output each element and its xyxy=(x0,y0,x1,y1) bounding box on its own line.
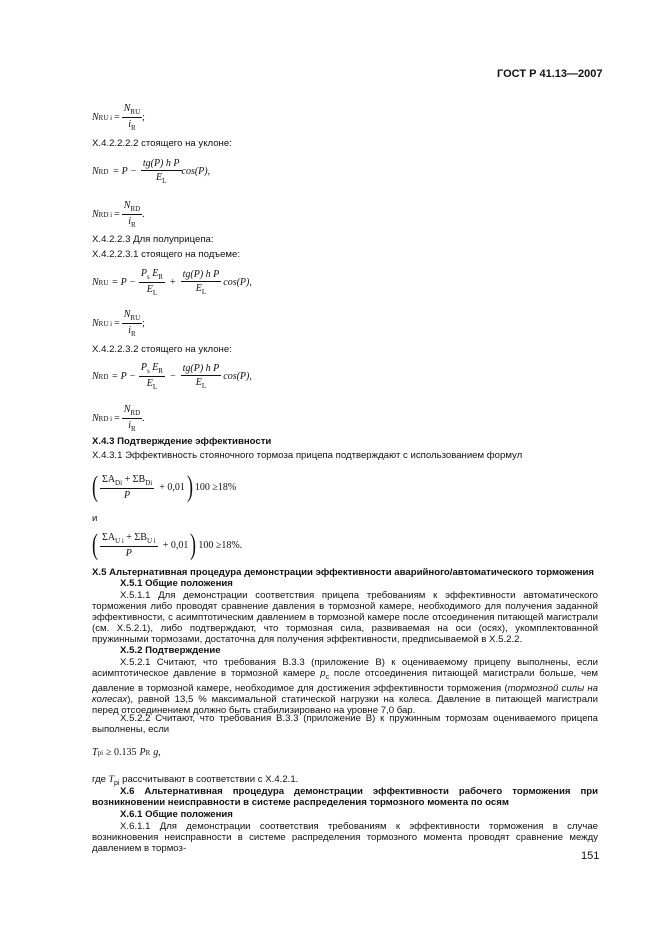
formula-nru-semitrailer: N RU = P − $\frac{P_s E_R}{E_L}$ + $\frac{\text{tg(P) h P}}{E_L}$ cos(P), xyxy=(92,268,252,297)
formula-nrd: N RD = P − $\frac{\text{tg(P) h P}}{E_L}$ cos(P), xyxy=(92,158,211,185)
clause-x431: X.4.3.1 Эффективность стояночного тормоза прицепа подтверждают с использованием формул xyxy=(92,450,523,461)
clause-x42231: X.4.2.2.3.1 стоящего на подъеме: xyxy=(92,249,241,260)
clause-x522: X.5.2.2 Считают, что требования B.3.3 (приложение B) к пружинным тормозам оцениваемого прицепа выполнены, если xyxy=(92,713,598,735)
formula-efficiency-d: ( $\frac{\Sigma A_{Di} + \Sigma B_{Di}}{P}$ + 0,01 ) 100 ≥18% xyxy=(92,470,237,503)
formula-tpi: T pi ≥ 0.135 P R g, xyxy=(92,747,161,758)
conjunction-and: и xyxy=(92,513,98,524)
formula-nru-i-2: N RU i = $\frac{N_{RU}}{i_R}$ ; xyxy=(92,309,145,338)
clause-x4223: X.4.2.2.3 Для полуприцепа: xyxy=(92,234,214,245)
page-number: 151 xyxy=(581,850,600,862)
section-x61-title: X.6.1 Общие положения xyxy=(120,809,233,820)
section-x51-title: X.5.1 Общие положения xyxy=(120,578,233,589)
formula-efficiency-u: ( $\frac{\Sigma A_{U i} + \Sigma B_{U i}}{P}$ + 0,01 ) 100 ≥18%. xyxy=(92,528,243,561)
document-standard-header: ГОСТ Р 41.13—2007 xyxy=(497,68,603,80)
section-x6-title: X.6 Альтернативная процедура демонстрации эффективности рабочего торможения при возникновении неисправности в системе распределения тормозного момента по осям xyxy=(92,786,598,808)
clause-x511: X.5.1.1 Для демонстрации соответствия прицепа требованиям к эффективности автоматического торможения либо проводят сравнение давления в тормозной камере, необходимого для получения заданной эффективности, с асимптотическим давлением в тормозной камере после отсоединения питающей магистрали (см. X.5.2.1), либо подтверждают, что тормозная сила, развиваемая на оси (осях), укомплектованной пружинными тормозами, достаточна для получения эффективности, предписываемой в X.5.2.2. xyxy=(92,590,598,645)
formula-nrd-semitrailer: N RD = P − $\frac{P_s E_R}{E_L}$ − $\frac{\text{tg(P) h P}}{E_L}$ cos(P), xyxy=(92,362,252,391)
clause-x42232: X.4.2.2.3.2 стоящего на уклоне: xyxy=(92,344,232,355)
section-x52-title: X.5.2 Подтверждение xyxy=(120,645,221,656)
clause-x611: X.6.1.1 Для демонстрации соответствия требованиям к эффективности торможения в случае возникновения неисправности в системе распределения тормозного момента проводят сравнение между давлением в тормоз- xyxy=(92,821,598,854)
formula-nru-i: N RU i = $\frac{N_{RU}}{i_R}$ ; xyxy=(92,103,145,132)
formula-nrd-i: N RD i = $\frac{N_{RD}}{i_R}$ . xyxy=(92,200,145,229)
section-x43-title: X.4.3 Подтверждение эффективности xyxy=(92,436,272,447)
clause-x42222: X.4.2.2.2.2 стоящего на уклоне: xyxy=(92,138,232,149)
section-x5-title: X.5 Альтернативная процедура демонстрации эффективности аварийного/автоматического торможения xyxy=(92,567,594,578)
clause-x521: X.5.2.1 Считают, что требования B.3.3 (приложение B) к оцениваемому прицепу выполнены, если асимптотическое давление в тормозной камере $p_c$ после отсоединения питающей магистрали больше, чем давление в тормозной камере, необходимое для достижения эффективности торможения (тормозной силы на колесах), равной 13,5 % максимальной статической нагрузки на колеса. Давление в питающей магистрали перед отсоединением должно быть стабилизировано на уровне 7,0 бар. xyxy=(92,657,599,716)
formula-nrd-i-2: N RD i = $\frac{N_{RD}}{i_R}$ . xyxy=(92,404,145,433)
where-clause: где $T_{pi}$ рассчитывают в соответствии с X.4.2.1. xyxy=(92,774,299,787)
